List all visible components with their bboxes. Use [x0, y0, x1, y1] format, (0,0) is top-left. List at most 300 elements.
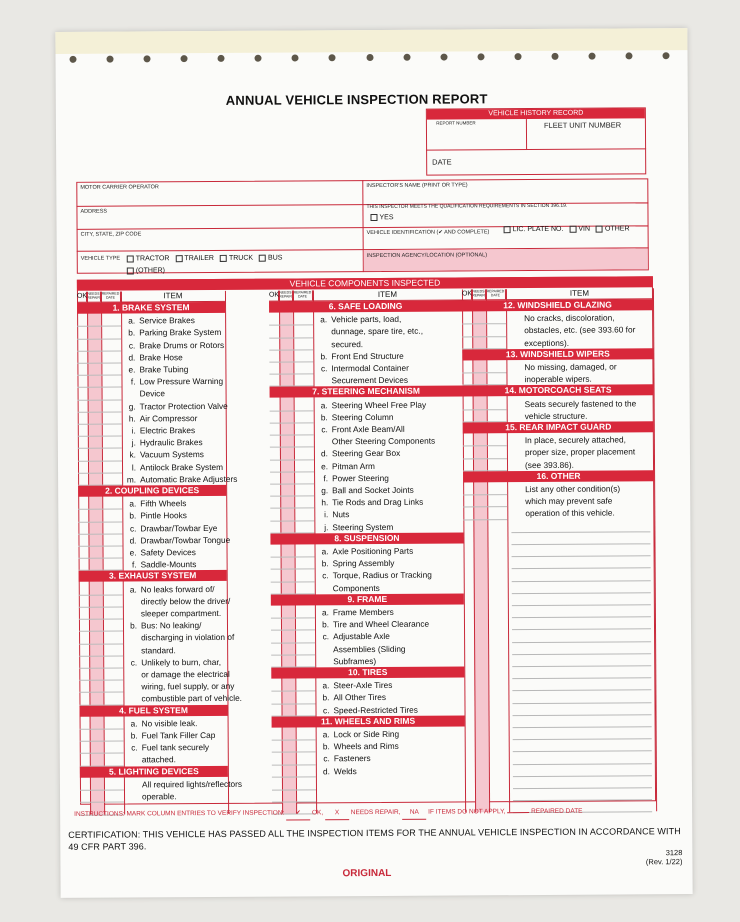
ok-check-cell[interactable] [270, 521, 280, 533]
repaired-date-cell[interactable] [293, 326, 313, 338]
needs-repair-cell[interactable] [280, 411, 294, 423]
ok-check-cell[interactable] [463, 508, 473, 520]
needs-repair-cell[interactable] [280, 509, 294, 521]
repaired-date-cell[interactable] [293, 314, 313, 326]
ok-check-cell[interactable] [80, 754, 90, 766]
repaired-date-cell[interactable] [487, 483, 507, 495]
ok-check-cell[interactable] [78, 425, 88, 437]
needs-repair-cell[interactable] [279, 350, 293, 362]
repaired-date-cell[interactable] [294, 436, 314, 448]
binding-hole [70, 56, 77, 63]
ok-check-cell[interactable] [79, 669, 89, 681]
repaired-date-cell[interactable] [295, 704, 315, 716]
needs-repair-cell[interactable] [88, 400, 102, 412]
item-letter: b. [130, 730, 138, 741]
needs-repair-cell[interactable] [88, 534, 102, 546]
needs-repair-cell[interactable] [281, 692, 295, 704]
ok-check-cell[interactable] [270, 509, 280, 521]
address-label: ADDRESS [80, 208, 108, 215]
repaired-date-cell[interactable] [101, 376, 121, 388]
ok-check-cell[interactable] [78, 510, 88, 522]
ok-check-cell[interactable] [269, 363, 279, 375]
repaired-date-cell[interactable] [103, 669, 123, 681]
needs-repair-cell[interactable] [88, 449, 102, 461]
needs-repair-cell[interactable] [280, 399, 294, 411]
ok-check-cell[interactable] [79, 596, 89, 608]
ok-check-cell[interactable] [77, 327, 87, 339]
repaired-date-cell[interactable] [293, 362, 313, 374]
needs-repair-cell[interactable] [280, 448, 294, 460]
ok-check-cell[interactable] [463, 447, 473, 459]
repaired-date-cell[interactable] [487, 495, 507, 507]
needs-repair-cell[interactable] [279, 326, 293, 338]
needs-repair-cell[interactable] [89, 644, 103, 656]
repaired-date-cell[interactable] [295, 631, 315, 643]
ok-check-cell[interactable] [269, 338, 279, 350]
needs-repair-cell[interactable] [472, 325, 486, 337]
ok-check-cell[interactable] [78, 522, 88, 534]
needs-repair-cell[interactable] [89, 547, 103, 559]
qualification-yes[interactable]: YES [366, 214, 393, 222]
needs-repair-cell[interactable] [90, 717, 104, 729]
item-text: Power Steering [332, 472, 389, 484]
needs-repair-cell[interactable] [88, 412, 102, 424]
needs-repair-cell[interactable] [89, 608, 103, 620]
ok-check-cell[interactable] [80, 742, 90, 754]
ok-check-cell[interactable] [271, 631, 281, 643]
ok-check-cell[interactable] [271, 582, 281, 594]
needs-repair-cell[interactable] [90, 791, 104, 803]
repaired-date-cell[interactable] [487, 398, 507, 410]
needs-repair-cell[interactable] [473, 459, 487, 471]
needs-repair-cell[interactable] [279, 314, 293, 326]
repaired-date-cell[interactable] [102, 510, 122, 522]
needs-repair-cell[interactable] [89, 620, 103, 632]
section-heading: 7. STEERING MECHANISM [270, 386, 463, 398]
needs-repair-cell[interactable] [281, 643, 295, 655]
needs-repair-cell[interactable] [281, 606, 295, 618]
ok-check-cell[interactable] [271, 546, 281, 558]
needs-repair-column-header: NEEDS REPAIR [87, 292, 101, 302]
vehicle-type-other[interactable]: (OTHER) [123, 267, 165, 274]
ok-check-cell[interactable] [79, 559, 89, 571]
needs-repair-cell[interactable] [89, 693, 103, 705]
ok-check-cell[interactable] [77, 352, 87, 364]
repaired-date-cell[interactable] [102, 461, 122, 473]
ok-check-cell[interactable] [79, 608, 89, 620]
needs-repair-cell[interactable] [89, 669, 103, 681]
ok-check-cell[interactable] [462, 325, 472, 337]
ok-check-cell[interactable] [79, 693, 89, 705]
ok-check-cell[interactable] [78, 461, 88, 473]
ok-check-cell[interactable] [271, 570, 281, 582]
repaired-date-cell[interactable] [103, 656, 123, 668]
ok-check-cell[interactable] [462, 313, 472, 325]
repaired-date-cell[interactable] [102, 437, 122, 449]
vehicle-type-tractor[interactable]: TRACTOR [123, 255, 170, 262]
needs-repair-cell[interactable] [88, 473, 102, 485]
ok-check-cell[interactable] [77, 339, 87, 351]
needs-repair-cell[interactable] [282, 741, 296, 753]
qualification-label: THIS INSPECTOR MEETS THE QUALIFICATION REQUIREMENTS IN SECTION 396.19. [366, 202, 568, 211]
needs-repair-cell[interactable] [280, 436, 294, 448]
ok-check-cell[interactable] [270, 424, 280, 436]
inspection-item-continued [317, 582, 463, 593]
item-text: Fuel Tank Filler Cap [141, 729, 216, 741]
inspection-item [318, 741, 464, 752]
repaired-date-cell[interactable] [294, 472, 314, 484]
ok-check-cell[interactable] [79, 583, 89, 595]
repaired-date-cell[interactable] [295, 692, 315, 704]
ok-check-cell[interactable] [463, 496, 473, 508]
ok-check-cell[interactable] [78, 400, 88, 412]
ok-check-cell[interactable] [462, 374, 472, 386]
needs-repair-cell[interactable] [87, 315, 101, 327]
needs-repair-cell[interactable] [281, 570, 295, 582]
needs-repair-cell[interactable] [89, 681, 103, 693]
item-letter: b. [322, 741, 330, 752]
section-heading: 8. SUSPENSION [270, 532, 463, 544]
needs-repair-cell[interactable] [88, 388, 102, 400]
ok-check-cell[interactable] [272, 741, 282, 753]
ok-check-cell[interactable] [462, 361, 472, 373]
ok-check-cell[interactable] [269, 326, 279, 338]
ok-check-cell[interactable] [79, 547, 89, 559]
repaired-date-cell[interactable] [295, 606, 315, 618]
needs-repair-cell[interactable] [87, 327, 101, 339]
needs-repair-cell[interactable] [90, 742, 104, 754]
vehicle-id-options [500, 225, 630, 233]
repaired-date-cell[interactable] [294, 521, 314, 533]
repaired-date-cell[interactable] [296, 765, 316, 777]
repaired-date-cell[interactable] [486, 312, 506, 324]
ok-check-cell[interactable] [270, 460, 280, 472]
repaired-date-cell[interactable] [102, 425, 122, 437]
ok-check-cell[interactable] [80, 791, 90, 803]
repaired-date-cell[interactable] [296, 753, 316, 765]
needs-repair-cell[interactable] [90, 730, 104, 742]
repaired-date-cell[interactable] [101, 351, 121, 363]
repaired-date-cell[interactable] [102, 498, 122, 510]
id-option-other[interactable]: OTHER [592, 226, 630, 233]
needs-repair-cell[interactable] [280, 484, 294, 496]
needs-repair-cell[interactable] [87, 351, 101, 363]
needs-repair-cell[interactable] [88, 461, 102, 473]
needs-repair-cell[interactable] [279, 375, 293, 387]
repaired-date-cell[interactable] [295, 643, 315, 655]
repaired-date-cell[interactable] [295, 558, 315, 570]
ok-check-cell[interactable] [271, 655, 281, 667]
needs-repair-cell[interactable] [89, 595, 103, 607]
repaired-date-cell[interactable] [295, 570, 315, 582]
ok-check-cell[interactable] [269, 350, 279, 362]
inspection-item [317, 692, 463, 703]
needs-repair-cell[interactable] [88, 522, 102, 534]
needs-repair-cell[interactable] [473, 410, 487, 422]
repaired-date-cell[interactable] [294, 509, 314, 521]
needs-repair-cell[interactable] [472, 373, 486, 385]
repaired-date-cell[interactable] [102, 412, 122, 424]
repaired-date-cell[interactable] [295, 582, 315, 594]
needs-repair-cell[interactable] [473, 483, 487, 495]
needs-repair-cell[interactable] [281, 582, 295, 594]
inspection-item-continued [508, 312, 652, 323]
needs-repair-cell[interactable] [280, 472, 294, 484]
ok-check-cell[interactable] [77, 315, 87, 327]
ok-check-cell[interactable] [80, 730, 90, 742]
item-text: discharging in violation of [141, 632, 235, 643]
inspection-item-continued [126, 778, 243, 790]
needs-repair-cell[interactable] [90, 778, 104, 790]
fleet-unit-label: FLEET UNIT NUMBER [543, 120, 622, 130]
ok-check-cell[interactable] [463, 483, 473, 495]
repaired-date-cell[interactable] [293, 338, 313, 350]
item-letter: a. [321, 607, 329, 618]
ok-check-cell[interactable] [77, 376, 87, 388]
repaired-date-cell[interactable] [487, 434, 507, 446]
repaired-date-cell[interactable] [487, 459, 507, 471]
item-text: Brake Drums or Rotors [139, 339, 225, 351]
needs-repair-cell[interactable] [87, 339, 101, 351]
ok-check-cell[interactable] [271, 704, 281, 716]
repaired-date-cell[interactable] [487, 410, 507, 422]
ok-check-cell[interactable] [271, 607, 281, 619]
inspection-item [317, 704, 463, 715]
ok-check-cell[interactable] [77, 364, 87, 376]
ok-check-cell[interactable] [270, 436, 280, 448]
repaired-date-cell[interactable] [294, 411, 314, 423]
needs-repair-cell[interactable] [88, 498, 102, 510]
repaired-date-cell[interactable] [295, 680, 315, 692]
needs-repair-cell[interactable] [281, 655, 295, 667]
needs-repair-cell[interactable] [281, 619, 295, 631]
inspection-item [126, 730, 227, 741]
needs-repair-cell[interactable] [472, 337, 486, 349]
needs-repair-cell[interactable] [280, 521, 294, 533]
ok-check-cell[interactable] [463, 459, 473, 471]
repaired-date-cell[interactable] [102, 400, 122, 412]
repaired-date-cell[interactable] [487, 508, 507, 520]
repaired-date-cell[interactable] [103, 559, 123, 571]
needs-repair-cell[interactable] [88, 425, 102, 437]
id-option-plate[interactable]: LIC. PLATE NO. [500, 226, 564, 233]
item-text: (see 393.86). [524, 459, 574, 470]
binding-hole [181, 55, 188, 62]
binding-hole [662, 52, 669, 59]
repaired-date-cell[interactable] [486, 325, 506, 337]
ok-check-cell[interactable] [270, 399, 280, 411]
needs-repair-cell[interactable] [282, 728, 296, 740]
repaired-date-cell[interactable] [296, 741, 316, 753]
repaired-date-cell[interactable] [294, 423, 314, 435]
repaired-date-cell[interactable] [103, 632, 123, 644]
needs-repair-cell[interactable] [281, 545, 295, 557]
repaired-date-cell[interactable] [101, 315, 121, 327]
repaired-date-cell[interactable] [294, 448, 314, 460]
needs-repair-cell[interactable] [281, 680, 295, 692]
section-heading: 15. REAR IMPACT GUARD [463, 421, 654, 433]
vehicle-type-truck[interactable]: TRUCK [216, 255, 253, 262]
needs-repair-cell[interactable] [88, 510, 102, 522]
ok-check-cell[interactable] [78, 413, 88, 425]
ok-check-cell[interactable] [80, 779, 90, 791]
repaired-date-cell[interactable] [102, 449, 122, 461]
ok-check-cell[interactable] [270, 472, 280, 484]
repaired-date-cell[interactable] [102, 522, 122, 534]
inspection-item [123, 340, 224, 351]
repaired-date-cell[interactable] [103, 547, 123, 559]
repaired-date-cell[interactable] [103, 693, 123, 705]
needs-repair-cell[interactable] [472, 313, 486, 325]
repaired-date-cell[interactable] [103, 681, 123, 693]
ok-check-cell[interactable] [270, 485, 280, 497]
repaired-date-cell[interactable] [104, 778, 124, 790]
repaired-date-cell[interactable] [103, 620, 123, 632]
repaired-date-cell[interactable] [104, 717, 124, 729]
needs-repair-cell[interactable] [88, 437, 102, 449]
needs-repair-cell[interactable] [89, 656, 103, 668]
repaired-date-cell[interactable] [294, 497, 314, 509]
repaired-date-cell[interactable] [102, 473, 122, 485]
needs-repair-cell[interactable] [89, 559, 103, 571]
ok-check-cell[interactable] [272, 765, 282, 777]
item-letter: f. [323, 473, 329, 484]
repaired-date-cell[interactable] [101, 364, 121, 376]
ok-check-cell[interactable] [270, 448, 280, 460]
ok-check-cell[interactable] [270, 411, 280, 423]
repaired-date-cell[interactable] [486, 361, 506, 373]
needs-repair-cell[interactable] [282, 765, 296, 777]
repaired-date-cell[interactable] [104, 742, 124, 754]
item-letter: b. [321, 558, 329, 569]
repaired-date-cell[interactable] [294, 484, 314, 496]
item-text: Bus: No leaking/ [140, 620, 202, 631]
ok-check-cell[interactable] [271, 692, 281, 704]
inspection-item-continued [125, 608, 226, 619]
ok-check-cell[interactable] [78, 449, 88, 461]
inspection-item [125, 657, 226, 668]
binding-hole [440, 54, 447, 61]
item-text: Saddle-Mounts [140, 559, 197, 570]
item-text: inoperable wipers. [524, 373, 592, 385]
inspection-item [124, 400, 228, 412]
repaired-date-cell[interactable] [294, 460, 314, 472]
ok-check-cell[interactable] [79, 620, 89, 632]
needs-repair-cell[interactable] [279, 362, 293, 374]
needs-repair-cell[interactable] [89, 632, 103, 644]
ok-check-cell[interactable] [270, 497, 280, 509]
ok-check-cell[interactable] [78, 535, 88, 547]
repaired-date-cell[interactable] [101, 327, 121, 339]
inspection-item [317, 606, 463, 617]
ok-check-cell[interactable] [80, 718, 90, 730]
needs-repair-cell[interactable] [473, 434, 487, 446]
repaired-date-cell[interactable] [104, 791, 124, 803]
ok-check-cell[interactable] [78, 498, 88, 510]
ok-check-cell[interactable] [271, 558, 281, 570]
item-letter: f. [131, 559, 137, 570]
repaired-date-cell[interactable] [486, 373, 506, 385]
repaired-date-cell[interactable] [293, 350, 313, 362]
repaired-date-cell[interactable] [487, 447, 507, 459]
repaired-date-cell[interactable] [294, 399, 314, 411]
repaired-date-cell[interactable] [102, 388, 122, 400]
ok-check-cell[interactable] [463, 435, 473, 447]
repaired-date-cell[interactable] [101, 339, 121, 351]
ok-check-cell[interactable] [271, 680, 281, 692]
ok-check-cell[interactable] [78, 474, 88, 486]
ok-check-cell[interactable] [78, 388, 88, 400]
repaired-date-cell[interactable] [103, 583, 123, 595]
copy-designation: ORIGINAL [342, 867, 392, 880]
ok-check-cell[interactable] [269, 375, 279, 387]
ok-check-cell[interactable] [271, 643, 281, 655]
needs-repair-cell[interactable] [280, 460, 294, 472]
needs-repair-cell[interactable] [281, 631, 295, 643]
needs-repair-cell[interactable] [282, 753, 296, 765]
repaired-date-cell[interactable] [104, 754, 124, 766]
ok-check-cell[interactable] [463, 410, 473, 422]
vehicle-type-trailer[interactable]: TRAILER [171, 255, 214, 262]
repaired-date-cell[interactable] [103, 644, 123, 656]
item-text: directly below the driver/ [140, 595, 231, 607]
repaired-date-cell[interactable] [103, 608, 123, 620]
needs-repair-cell[interactable] [90, 754, 104, 766]
section-heading: 10. TIRES [271, 666, 464, 678]
repaired-date-cell[interactable] [486, 337, 506, 349]
needs-repair-cell[interactable] [281, 558, 295, 570]
repaired-date-cell[interactable] [103, 595, 123, 607]
needs-repair-cell[interactable] [472, 361, 486, 373]
needs-repair-cell[interactable] [87, 376, 101, 388]
repaired-date-cell[interactable] [104, 730, 124, 742]
repaired-date-cell[interactable] [102, 534, 122, 546]
ok-check-cell[interactable] [272, 753, 282, 765]
ok-check-cell[interactable] [272, 729, 282, 741]
ok-check-cell[interactable] [79, 644, 89, 656]
item-text: Front End Structure [331, 350, 404, 362]
repaired-date-cell[interactable] [295, 655, 315, 667]
ok-check-cell[interactable] [79, 681, 89, 693]
item-letter: c. [323, 704, 330, 715]
repaired-date-cell[interactable] [296, 728, 316, 740]
repaired-date-cell[interactable] [295, 619, 315, 631]
vehicle-type-bus[interactable]: BUS [255, 255, 282, 262]
needs-repair-cell[interactable] [473, 447, 487, 459]
id-option-vin[interactable]: VIN [565, 226, 590, 233]
needs-repair-cell[interactable] [280, 423, 294, 435]
item-text: Drawbar/Towbar Tongue [140, 534, 231, 546]
needs-repair-cell[interactable] [280, 497, 294, 509]
ok-check-cell[interactable] [78, 437, 88, 449]
ok-check-cell[interactable] [79, 657, 89, 669]
ok-check-cell[interactable] [271, 619, 281, 631]
needs-repair-cell[interactable] [279, 338, 293, 350]
ok-check-cell[interactable] [463, 398, 473, 410]
repaired-date-cell[interactable] [295, 545, 315, 557]
needs-repair-cell[interactable] [473, 398, 487, 410]
needs-repair-cell[interactable] [473, 495, 487, 507]
repaired-date-column-header: REPAIRED DATE [293, 290, 313, 300]
needs-repair-cell[interactable] [473, 508, 487, 520]
ok-check-cell[interactable] [462, 337, 472, 349]
ok-check-cell[interactable] [79, 632, 89, 644]
repaired-date-cell[interactable] [293, 375, 313, 387]
needs-repair-cell[interactable] [89, 583, 103, 595]
needs-repair-cell[interactable] [281, 704, 295, 716]
ok-check-cell[interactable] [269, 314, 279, 326]
needs-repair-cell[interactable] [87, 364, 101, 376]
